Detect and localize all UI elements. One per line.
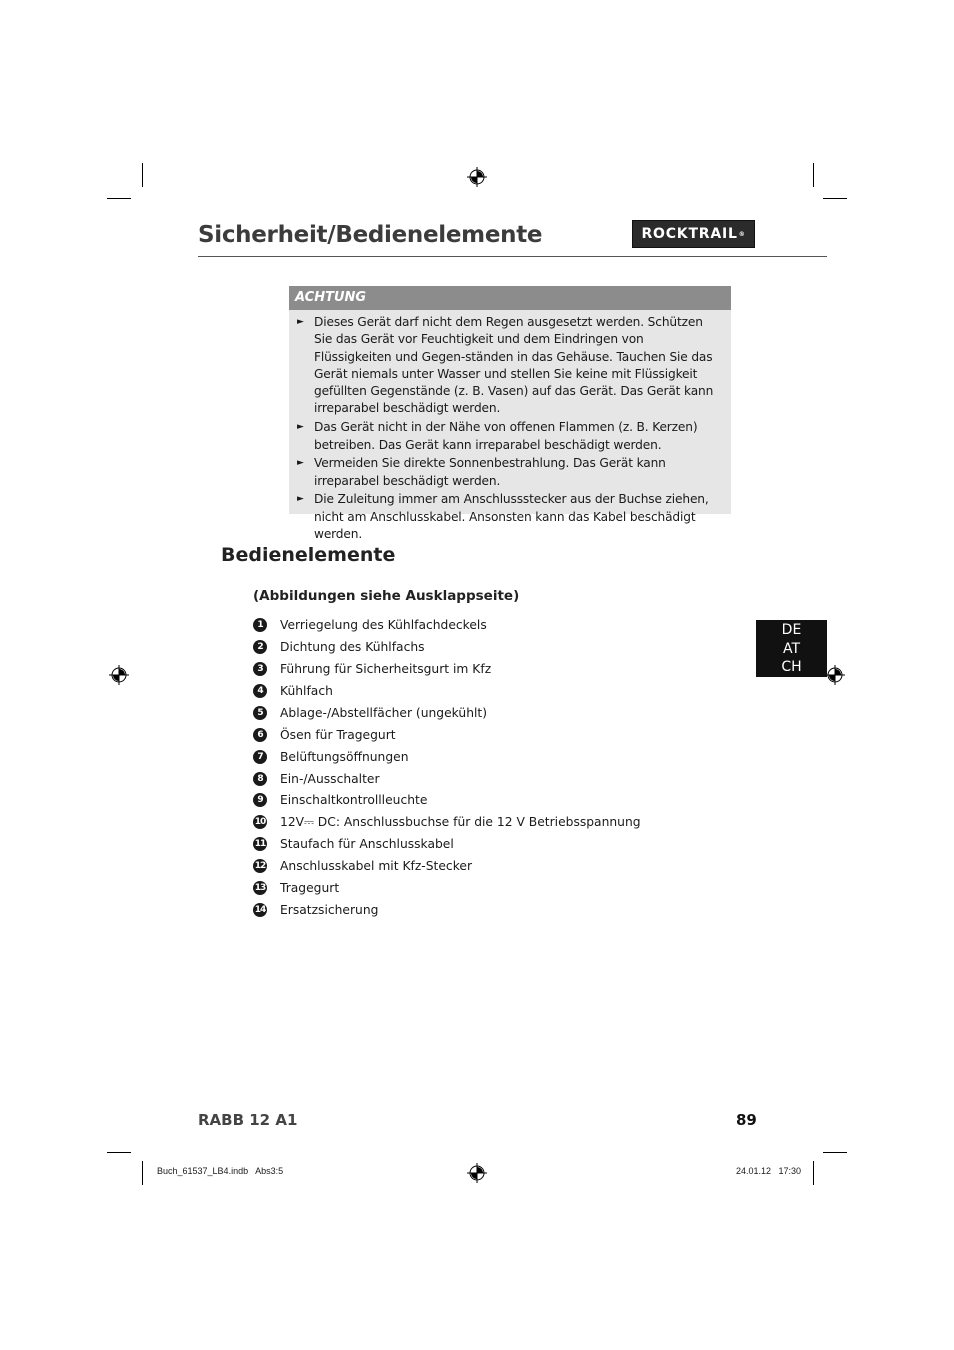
list-item	[253, 768, 641, 790]
triangle-bullet-icon: ►	[297, 422, 304, 433]
number-badge: 3	[253, 662, 267, 676]
part-label: Staufach für Anschlusskabel	[280, 837, 454, 852]
number-badge: 13	[254, 883, 266, 894]
number-badge: 14	[254, 905, 266, 916]
crop-mark	[142, 163, 143, 187]
list-item	[253, 724, 641, 746]
crop-mark	[823, 198, 847, 199]
crop-mark	[142, 1161, 143, 1185]
warning-item	[297, 314, 723, 418]
triangle-bullet-icon: ►	[297, 317, 304, 327]
number-badge: 6	[253, 728, 267, 742]
triangle-bullet-icon: ►	[297, 494, 304, 505]
list-item	[253, 746, 641, 768]
part-label: 12V⎓ DC: Anschlussbuchse für die 12 V Betriebsspannung	[280, 814, 641, 829]
parts-list	[253, 614, 641, 921]
registration-mark-icon	[467, 1163, 487, 1183]
part-label: Dichtung des Kühlfachs	[280, 639, 425, 654]
number-badge: 9	[253, 793, 267, 807]
triangle-bullet-icon: ►	[297, 458, 304, 469]
crop-mark	[823, 1152, 847, 1153]
brand-logo	[632, 220, 755, 248]
registration-mark-icon	[467, 167, 487, 187]
warning-text: Das Gerät nicht in der Nähe von offenen Flammen (z. B. Kerzen) betreiben. Das Gerät kann irreparabel beschädigt werden.	[314, 420, 698, 452]
number-badge: 12	[254, 861, 266, 872]
number-badge: 11	[254, 839, 266, 850]
language-code: CH	[781, 659, 802, 675]
warning-box	[289, 286, 731, 542]
part-label: Anschlusskabel mit Kfz-Stecker	[280, 859, 472, 874]
part-label: Ösen für Tragegurt	[280, 727, 396, 742]
part-label: Führung für Sicherheitsgurt im Kfz	[280, 661, 492, 676]
warning-item	[297, 455, 723, 490]
section-subtitle: (Abbildungen siehe Ausklappseite)	[253, 588, 520, 604]
list-item	[253, 811, 641, 833]
warning-heading: ACHTUNG	[289, 286, 731, 310]
language-tab	[756, 620, 827, 677]
warning-list	[289, 310, 731, 543]
list-item	[253, 614, 641, 636]
part-label: Tragegurt	[280, 881, 340, 896]
registered-mark: ®	[738, 230, 746, 238]
page-number: 89	[736, 1111, 757, 1129]
crop-mark	[107, 1152, 131, 1153]
crop-mark	[813, 1161, 814, 1185]
number-badge: 2	[253, 640, 267, 654]
number-badge: 1	[253, 618, 267, 632]
print-slug-date: 24.01.12 17:30	[736, 1166, 802, 1176]
registration-mark-icon	[109, 665, 129, 685]
language-code: DE	[781, 622, 802, 638]
part-label: Ablage-/Abstellfächer (ungekühlt)	[280, 705, 488, 720]
list-item	[253, 702, 641, 724]
number-badge: 8	[253, 772, 267, 786]
warning-item	[297, 491, 723, 543]
list-item	[253, 790, 641, 812]
list-item	[253, 877, 641, 899]
number-badge: 10	[254, 817, 266, 828]
brand-name: ROCKTRAIL	[641, 226, 738, 242]
list-item	[253, 833, 641, 855]
print-slug-file: Buch_61537_LB4.indb Abs3:5	[157, 1166, 284, 1176]
page-title: Sicherheit/Bedienelemente	[198, 222, 543, 248]
list-item	[253, 855, 641, 877]
warning-item	[297, 419, 723, 454]
language-code: AT	[782, 640, 801, 657]
list-item	[253, 636, 641, 658]
warning-text: Die Zuleitung immer am Anschlussstecker aus der Buchse ziehen, nicht am Anschlusskabel. Ansonsten kann das Kabel beschädigt werden.	[314, 492, 709, 542]
list-item	[253, 658, 641, 680]
list-item	[253, 899, 641, 921]
section-title: Bedienelemente	[221, 544, 396, 566]
crop-mark	[813, 163, 814, 187]
registration-mark-icon	[825, 665, 845, 685]
model-number: RABB 12 A1	[198, 1111, 298, 1129]
number-badge: 5	[253, 706, 267, 720]
part-label: Belüftungsöffnungen	[280, 749, 409, 764]
warning-text: Vermeiden Sie direkte Sonnenbestrahlung. Das Gerät kann irreparabel beschädigt werden.	[314, 456, 666, 488]
part-label: Ersatzsicherung	[280, 903, 379, 918]
header-divider	[198, 256, 827, 257]
crop-mark	[107, 198, 131, 199]
list-item	[253, 680, 641, 702]
number-badge: 7	[253, 750, 267, 764]
part-label: Ein-/Ausschalter	[280, 771, 380, 786]
part-label: Kühlfach	[280, 683, 333, 698]
number-badge: 4	[253, 684, 267, 698]
warning-text: Dieses Gerät darf nicht dem Regen ausgesetzt werden. Schützen Sie das Gerät vor Feuchtigkeit und dem Eindringen von Flüssigkeiten und Gegen-ständen in das Gehäuse. Tauchen Sie das Gerät niemals unter Wasser und stellen Sie keine mit Flüssigkeit gefüllten Gegenstände (z. B. Vasen) auf das Gerät. Das Gerät kann irreparabel beschädigt werden.	[314, 315, 714, 416]
part-label: Einschaltkontrollleuchte	[280, 793, 428, 808]
part-label: Verriegelung des Kühlfachdeckels	[280, 617, 487, 632]
